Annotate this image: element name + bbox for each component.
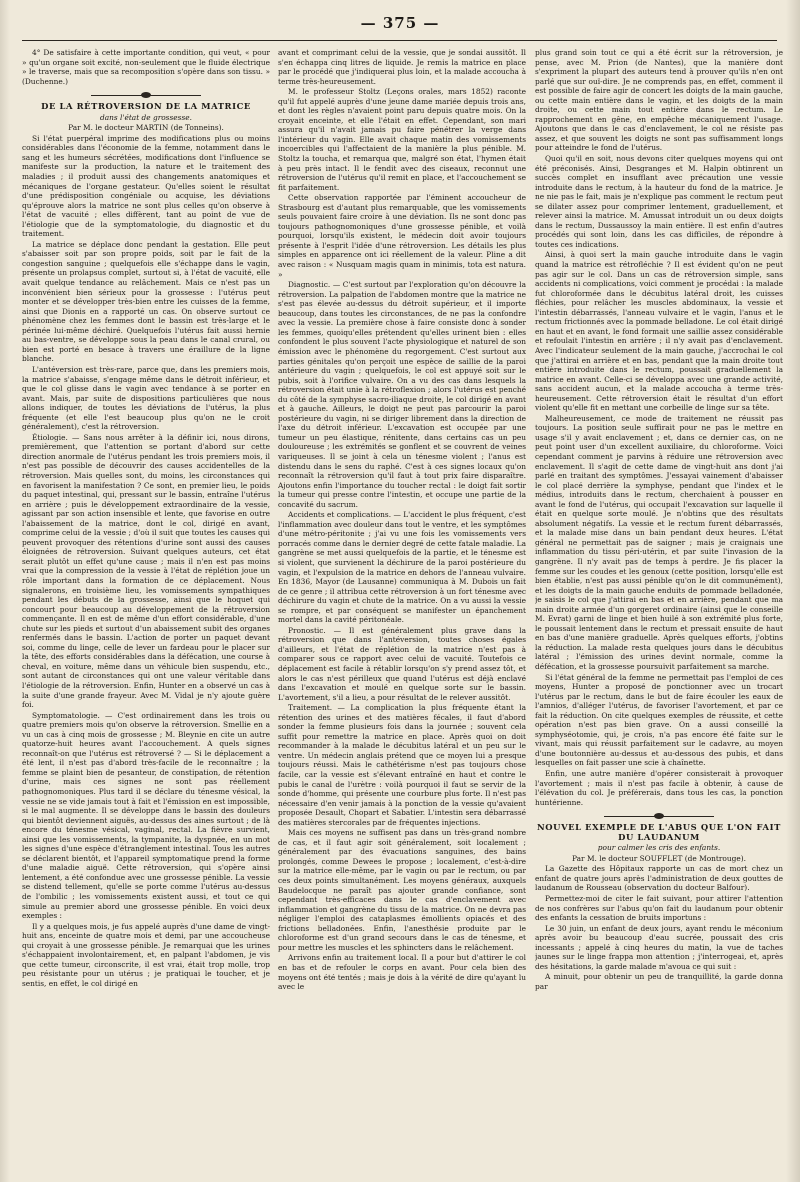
paragraph: plus grand soin tout ce qui a été écrit sur la rétroversion, je pense, avec M. Prion (de Nantes), que la manière dont s'expriment la plupart des auteurs tend à prouver qu'ils n'en ont parlé que sur ouï-dire. Je ne comprends pas, en effet, comment il est possible de faire agir de concert les doigts de la main gauche, ou cette main entière dans le vagin, et les doigts de la main droite, ou cette main tout entière dans le rectum. Le rapprochement en gêne, en empêche mécaniquement l'usage. Ajoutons que dans le cas d'enclavement, le col ne résiste pas assez, et que souvent les doigts ne sont pas suffisamment longs pour atteindre le fond de l'utérus. (535, 48, 783, 153)
page-edge-shadow (0, 0, 10, 1182)
section-ornament (604, 813, 714, 819)
header-rule (22, 40, 777, 41)
paragraph: 4° De satisfaire à cette importante condition, qui veut, « pour » qu'un organe soit excité, non-seulement que le fluide électrique » le traverse, mais que sa recomposition s'opère dans son tissu. » (Duchenne.) (22, 48, 270, 86)
article-title: DE LA RÉTROVERSION DE LA MATRICE (41, 101, 251, 112)
paragraph: Accidents et complications. — L'accident le plus fréquent, c'est l'inflammation avec douleur dans tout le ventre, et les symptômes d'une métro-péritonite ; j'ai vu une fois les vomissements vers porracés comme dans le dernier degré de cette fatale maladie. La gangrène se met aussi quelquefois de la partie, et le ténesme est si violent, que survienent la déchirure de la paroi postérieure du vagin, et l'expulsion de la matrice en dehors de l'anneau vulvaire. En 1836, Mayor (de Lausanne) communiqua à M. Dubois un fait de ce genre ; il attribua cette rétroversion à un fort ténesme avec déchirure du vagin et chute de la matrice. On a vu aussi la vessie se rompre, et par conséquent se manifester un épanchement mortel dans la cavité péritonéale. (278, 510, 526, 625)
column-1 (22, 48, 270, 1168)
paragraph: Malheureusement, ce mode de traitement ne réussit pas toujours. La position seule suffirait pour ne pas le mettre en usage s'il y avait enclavement ; et, dans ce dernier cas, on ne peut point user d'un excellent auxiliaire, du chloroforme. Voici cependant comment je parvins à réduire une rétroversion avec enclavement. Il s'agit de cette dame de vingt-huit ans dont j'ai parlé en traitant des symptômes. J'essayai vainement d'abaisser le col placé derrière la symphyse, pendant que l'index et le médius, introduits dans le rectum, cherchaient à pousser en avant le fond de l'utérus, qui occupait l'excavation sur laquelle il était en quelque sorte moulé. Je n'obtins que des résultats absolument négatifs. La vessie et le rectum furent débarrassés, et la malade mise dans un bain pendant deux heures. L'état général ne permettait pas de saigner ; mais je craignais une inflammation du tissu péri-utérin, et par suite l'invasion de la gangrène. Il n'y avait pas de temps à perdre. Je fis placer la femme sur les coudes et les genoux (cette position, lorsqu'elle est bien établie, n'est pas aussi pénible qu'on le dit communément), et les doigts de la main gauche enduits de pommade belladonée, je saisis le col que j'attirai en bas et en arrière, pendant que ma main droite armée d'un gorgeret ordinaire (ainsi que le conseille M. Evrat) garni de linge et bien huilé à son extrémité plus forte, le poussait lentement dans le rectum et pressait ensuite de haut en bas d'une manière graduelle. Après quelques efforts, j'obtins la réduction. La malade resta quelques jours dans le décubitus latéral ; l'émission des urines devint normale, comme la défécation, et la grossesse poursuivit parfaitement sa marche. (535, 413, 783, 671)
paragraph: Il y a quelques mois, je fus appelé auprès d'une dame de vingt-huit ans, enceinte de quatre mois et demi, par une accoucheuse qui croyait à une grossesse pénible. Je remarquai que les urines s'échappaient involontairement, et, en palpant l'abdomen, je vis que cette tumeur, circonscrite, il est vrai, était trop molle, trop peu résistante pour un utérus ; je pratiquai le toucher, et je sentis, en effet, le col dirigé en (22, 921, 270, 988)
paragraph: Cette observation rapportée par l'éminent accoucheur de Strasbourg est d'autant plus remarquable, que les vomissements seuls pouvaient faire croire à une déviation. Ils ne sont donc pas toujours pathognomoniques d'une grossesse pénible, et voilà pourquoi, lorsqu'ils existent, le médecin doit avoir toujours présente à l'esprit l'idée d'une rétroversion. Les détails les plus simples en apparence ont ici réellement de la valeur. Pline a dit avec raison : « Nusquam magis quam in minimis, tota est natura. » (278, 193, 526, 279)
article-subtitle: pour calmer les cris des enfants. (597, 843, 721, 853)
paragraph: A minuit, pour obtenir un peu de tranquillité, la garde donna par (535, 972, 783, 991)
column-2 (278, 48, 526, 1168)
paragraph: Étiologie. — Sans nous arrêter à la définir ici, nous dirons, premièrement, que l'attention se portant d'abord sur cette direction anormale de l'utérus pendant les trois premiers mois, il n'est pas possible de découvrir des causes accidentelles de la rétroversion. Mais quelles sont, du moins, les circonstances qui en favorisent la manifestation ? Ce sont, en premier lieu, le poids du paquet intestinal, qui, pressant sur le bassin, entraîne l'utérus en arrière ; puis le développement extraordinaire de la vessie, agissant par son action insensible et lente, que favorise en outre l'abaissement de la matrice, dont le col, dirigé en avant, comprime celui de la vessie ; d'où il suit que toutes les causes qui peuvent provoquer des rétentions d'urine sont aussi des causes éloignées de rétroversion. Suivant quelques auteurs, cet état serait plutôt un effet qu'une cause ; mais il n'en est pas moins vrai que la compression de la vessie à l'état de réplétion joue un rôle important dans la formation de ce déplacement. Nous signalerons, en troisième lieu, les vomissements sympathiques pendant les débuts de la grossesse, ainsi que le hoquet qui concourt pour beaucoup au développement de la rétroversion commençante. Il en est de même d'un effort considérable, d'une chute sur les pieds et surtout d'un abaissement subit des organes renfermés dans le bassin. L'action de porter un paquet devant soi, comme du linge, celle de lever un fardeau pour le placer sur la tête, des efforts considérables dans la défécation, une course à cheval, en voiture, même dans un véhicule bien suspendu, etc., sont autant de circonstances qui ont une valeur véritable dans l'étiologie de la rétroversion. Enfin, Hunter en a observé un cas à la suite d'une grande frayeur. Avec M. Vidal je n'y ajoute guère foi. (22, 432, 270, 710)
paragraph: M. le professeur Stoltz (Leçons orales, mars 1852) raconte qu'il fut appelé auprès d'une jeune dame mariée depuis trois ans, et dont les règles n'avaient point paru depuis quatre mois. On la croyait enceinte, et elle l'était en effet. Cependant, son mari assura qu'il n'avait jamais pu faire pénétrer la verge dans l'intérieur du vagin. Elle avait chaque matin des vomissements incoercibles qui l'affectaient de la manière la plus pénible. M. Stoltz la toucha, et remarqua que, malgré son état, l'hymen était à peu près intact. Il le fendit avec des ciseaux, reconnut une rétroversion de l'utérus qu'il remit en place, et l'accouchement se fit parfaitement. (278, 87, 526, 192)
paragraph: Le 30 juin, un enfant de deux jours, ayant rendu le méconium après avoir bu beaucoup d'eau sucrée, poussait des cris incessants ; appelé à cinq heures du matin, la vue de taches jaunes sur le linge frappa mon attention ; j'interrogeai, et, après des hésitations, la garde malade m'avoua ce qui suit : (535, 923, 783, 971)
article-title: NOUVEL EXEMPLE DE L'ABUS QUE L'ON FAIT DU LAUDANUM (537, 822, 781, 842)
paragraph: Symptomatologie. — C'est ordinairement dans les trois ou quatre premiers mois qu'on observe la rétroversion. Smellie en a vu un cas à cinq mois de grossesse ; M. Bleynie en cite un autre quatorze-huit heures avant l'accouchement. A quels signes reconnaît-on que l'utérus est rétroversé ? — Si le déplacement a été lent, il n'est pas d'abord très-facile de le reconnaître ; la femme se plaint bien de pesanteur, de constipation, de rétention d'urine, mais ces signes ne sont pas réellement pathognomoniques. Plus tard il se déclare du ténesme vésical, la vessie ne se vide jamais tout à fait et l'émission en est impossible, si le mal augmente. Il se développe dans le bassin des douleurs qui bientôt deviennent aiguës, au-dessus des aines surtout ; de là encore du ténesme vésical, vaginal, rectal. La fièvre survient, ainsi que les vomissements, la tympanite, la dyspnée, en un mot les signes d'une espèce d'étranglement intestinal. Tous les autres se déclarent bientôt, et l'appareil symptomatique prend la forme d'une maladie aiguë. Cette rétroversion, qui s'opère ainsi lentement, a été confondue avec une grossesse pénible. La vessie se distend tellement, qu'elle se porte comme l'utérus au-dessus de l'ombilic ; les vomissements existent aussi, et tout ce qui simule au premier abord une grossesse pénible. En voici deux exemples : (22, 710, 270, 921)
paragraph: Pronostic. — Il est généralement plus grave dans la rétroversion que dans l'antéversion, toutes choses égales d'ailleurs, et l'état de réplétion de la matrice n'est pas à comparer sous ce rapport avec celui de vacuité. Toutefois ce déplacement est facile à rétablir lorsqu'on s'y prend assez tôt, et alors le cas n'est périlleux que quand l'utérus est déjà enclavé dans l'excavation et moulé en quelque sorte sur le bassin. L'avortement, s'il a lieu, a pour résultat de le relever aussitôt. (278, 625, 526, 702)
paragraph: Ainsi, à quoi sert la main gauche introduite dans le vagin quand la matrice est rétrofléchie ? Il est évident qu'on ne peut pas agir sur le col. Dans un cas de rétroversion simple, sans accidents ni complications, voici comment je procédai : la malade fut chloroformée dans le décubitus latéral droit, les cuisses fléchies, pour relâcher les muscles abdominaux, la vessie et l'intestin débarrassés, l'anneau vulvaire et le vagin, l'anus et le rectum frictionnés avec la pommade belladone. Le col était dirigé en haut et en avant, le fond formait une saillie assez considérable et refoulait l'intestin en arrière ; il n'y avait pas d'enclavement. Avec l'indicateur seulement de la main gauche, j'accrochai le col que j'attirai en arrière et en bas, pendant que la main droite tout entière introduite dans le rectum, poussait graduellement la matrice en avant. Celle-ci se développa avec une grande activité, sans accident aucun, et la malade accoucha à terme très-heureusement. Cette rétroversion était le résultat d'un effort violent qu'elle fit en mettant une corbeille de linge sur sa tête. (535, 250, 783, 413)
paragraph: La matrice se déplace donc pendant la gestation. Elle peut s'abaisser soit par son propre poids, soit par le fait de la congestion sanguine ; quelquefois elle s'échappe dans le vagin, présente un prolapsus complet, surtout si, à l'état de vacuité, elle avait quelque tendance au relâchement. Mais ce n'est pas un inconvénient bien sérieux pour la grossesse : l'utérus peut monter et se développer très-bien entre les cuisses de la femme, ainsi que Dionis en a rapporté un cas. On observe surtout ce phénomène chez les femmes dont le bassin est très-large et le périnée lui-même déchiré. Quelquefois l'utérus fait aussi hernie au bas-ventre, se développe sous la peau dans le canal crural, ou bien est porté en besace à travers une éraillure de la ligne blanche. (22, 239, 270, 364)
paragraph: Arrivons enfin au traitement local. Il a pour but d'attirer le col en bas et de refouler le corps en avant. Pour cela bien des moyens ont été tentés ; mais je dois à la vérité de dire qu'ayant lu avec le (278, 953, 526, 992)
paragraph: L'antéversion est très-rare, parce que, dans les premiers mois, la matrice s'abaisse, s'engage même dans le détroit inférieur, et que le col glisse dans le vagin avec tendance à se porter en avant. Mais, par suite de dispositions particulières que nous allons indiquer, de toutes les déviations de l'utérus, la plus fréquente (et elle l'est beaucoup plus qu'on ne le croit généralement), c'est la rétroversion. (22, 364, 270, 432)
paragraph: Si l'état général de la femme ne permettait pas l'emploi de ces moyens, Hunter a proposé de ponctionner avec un trocart l'utérus par le rectum, dans le but de faire écouler les eaux de l'amnios, d'alléger l'utérus, de favoriser l'avortement, et par ce fait la réduction. On cite quelques exemples de réussite, et cette opération n'est pas bien grave. On a aussi conseillé la symphyséotomie, qui, je crois, n'a pas encore été faite sur le vivant, mais qui réussit parfaitement sur le cadavre, au moyen d'une boutonnière au-dessus et au-dessous des pubis, et dans lesquelles on fait passer une scie à chaînette. (535, 672, 783, 768)
paragraph: La Gazette des Hôpitaux rapporte un cas de mort chez un enfant de quatre jours après l'administration de deux gouttes de laudanum de Rousseau (observation du docteur Balfour). (535, 864, 783, 893)
page-edge-shadow-right (786, 0, 800, 1182)
paragraph: Permettez-moi de citer le fait suivant, pour attirer l'attention de nos confrères sur l'abus qu'on fait du laudanum pour obtenir des enfants la cessation de bruits importuns : (535, 894, 783, 923)
paragraph: Si l'état puerpéral imprime des modifications plus ou moins considérables dans l'économie de la femme, notamment dans le sang et les humeurs sécrétées, modifications dont l'influence se manifeste sur la production, la nature et le traitement des maladies ; il produit aussi des changements anatomiques et mécaniques de l'organe gestateur. Qu'elles soient le résultat d'une prédisposition congéniale ou acquise, les déviations qu'éprouve alors la matrice ne sont plus celles qu'on observe à l'état de vacuité ; elles diffèrent, tant au point de vue de l'étiologie que de la symptomatologie, du diagnostic et du traitement. (22, 133, 270, 239)
paragraph: Enfin, une autre manière d'opérer consisterait à provoquer l'avortement ; mais il n'est pas facile à obtenir, à cause de l'élévation du col. Je préférerais, dans tous les cas, la ponction huntérienne. (535, 769, 783, 807)
article-subtitle: dans l'état de grossesse. (100, 112, 192, 122)
paragraph: Mais ces moyens ne suffisent pas dans un très-grand nombre de cas, et il faut agir soit généralement, soit localement ; généralement par des évacuations sanguines, des bains prolongés, comme Dewees le propose ; localement, c'est-à-dire sur la matrice elle-même, par le vagin ou par le rectum, ou par ces deux points simultanément. Les moyens généraux, auxquels Baudelocque ne paraît pas ajouter grande confiance, sont cependant très-efficaces dans le cas d'enclavement avec inflammation et gangrène du tissu de la matrice. On ne devra pas négliger l'emploi des cataplasmes émollients opiacés et des frictions belladonées. Enfin, l'anesthésie produite par le chloroforme est d'un grand secours dans le cas de ténesme, et pour mettre les muscles et les sphincters dans le relâchement. (278, 828, 526, 952)
page-header (0, 14, 800, 36)
article-byline: Par M. le docteur MARTIN (de Tonneins). (68, 123, 224, 133)
section-ornament (91, 92, 201, 98)
column-3 (535, 48, 783, 1168)
paragraph: avant et comprimant celui de la vessie, que je sondai aussitôt. Il s'en échappa cinq litres de liquide. Je remis la matrice en place par le procédé que j'indiquerai plus loin, et la malade accoucha à terme très-heureusement. (278, 48, 526, 86)
paragraph: Quoi qu'il en soit, nous devons citer quelques moyens qui ont été préconisés. Ainsi, Desgranges et M. Halpin obtinrent un succès complet en insufflant avec précaution une vessie introduite dans le rectum, à la hauteur du fond de la matrice. Je ne nie pas le fait, mais je n'explique pas comment le rectum peut se dilater assez pour comprimer lentement, graduellement, et relever ainsi la matrice. M. Amussat introduit un ou deux doigts dans le rectum, Dussaussoy la main entière. Il est enfin d'autres procédés qui sont loin, dans les cas difficiles, de répondre à toutes ces indications. (535, 154, 783, 249)
page-number: — 375 — (360, 14, 440, 32)
paragraph: Diagnostic. — C'est surtout par l'exploration qu'on découvre la rétroversion. La palpation de l'abdomen montre que la matrice ne s'est pas élevée au-dessus du détroit supérieur, et il importe beaucoup, dans toutes les circonstances, de ne pas la confondre avec la vessie. La première chose à faire consiste donc à sonder les femmes, quoiqu'elles prétendent qu'elles urinent bien : elles confondent le plus souvent l'acte physiologique et naturel de son émission avec le phénomène du regorgement. C'est surtout aux parties génitales qu'on perçoit une espèce de saillie de la paroi antérieure du vagin ; quelquefois, le col est appuyé soit sur le pubis, soit à l'orifice vulvaire. On a vu des cas dans lesquels la rétroversion était unie à la rétroflexion ; alors l'utérus est penché du côté de la symphyse sacro-iliaque droite, le col dirigé en avant et à gauche. Ailleurs, le doigt ne peut pas parcourir la paroi postérieure du vagin, ni se diriger librement dans la direction de l'axe du détroit inférieur. L'excavation est occupée par une tumeur un peu élastique, rénitente, dans certains cas un peu douloureuse ; les extrémités se gonflent et se couvrent de veines variqueuses. Il se joint à cela un ténesme violent ; l'anus est distendu dans le sens du raphé. C'est à ces signes locaux qu'on reconnaît la rétroversion qu'il faut à tout prix faire disparaître. Ajoutons enfin l'importance du toucher rectal : le doigt fait sortir la tumeur qui presse contre l'intestin, et occupe une partie de la concavité du sacrum. (278, 280, 526, 509)
paragraph: Traitement. — La complication la plus fréquente étant la rétention des urines et des matières fécales, il faut d'abord sonder la femme plusieurs fois dans la journée ; souvent cela suffit pour remettre la matrice en place. Après quoi on doit recommander à la malade le décubitus latéral et un peu sur le ventre. Un médecin anglais prétend que ce moyen lui a presque toujours réussi. Mais le cathétérisme n'est pas toujours chose facile, car la vessie est s'élevant entraîné en haut et contre le pubis le canal de l'urètre : voilà pourquoi il faut se servir de la sonde d'homme, qui présente une courbure plus forte. Il n'est pas nécessaire d'en venir jamais à la ponction de la vessie qu'avaient proposée Desault, Chopart et Sabatier. L'intestin sera débarrassé des matières stercorales par de fréquentes injections. (278, 703, 526, 827)
article-byline: Par M. le docteur SOUFFLET (de Montrouge). (572, 853, 746, 863)
